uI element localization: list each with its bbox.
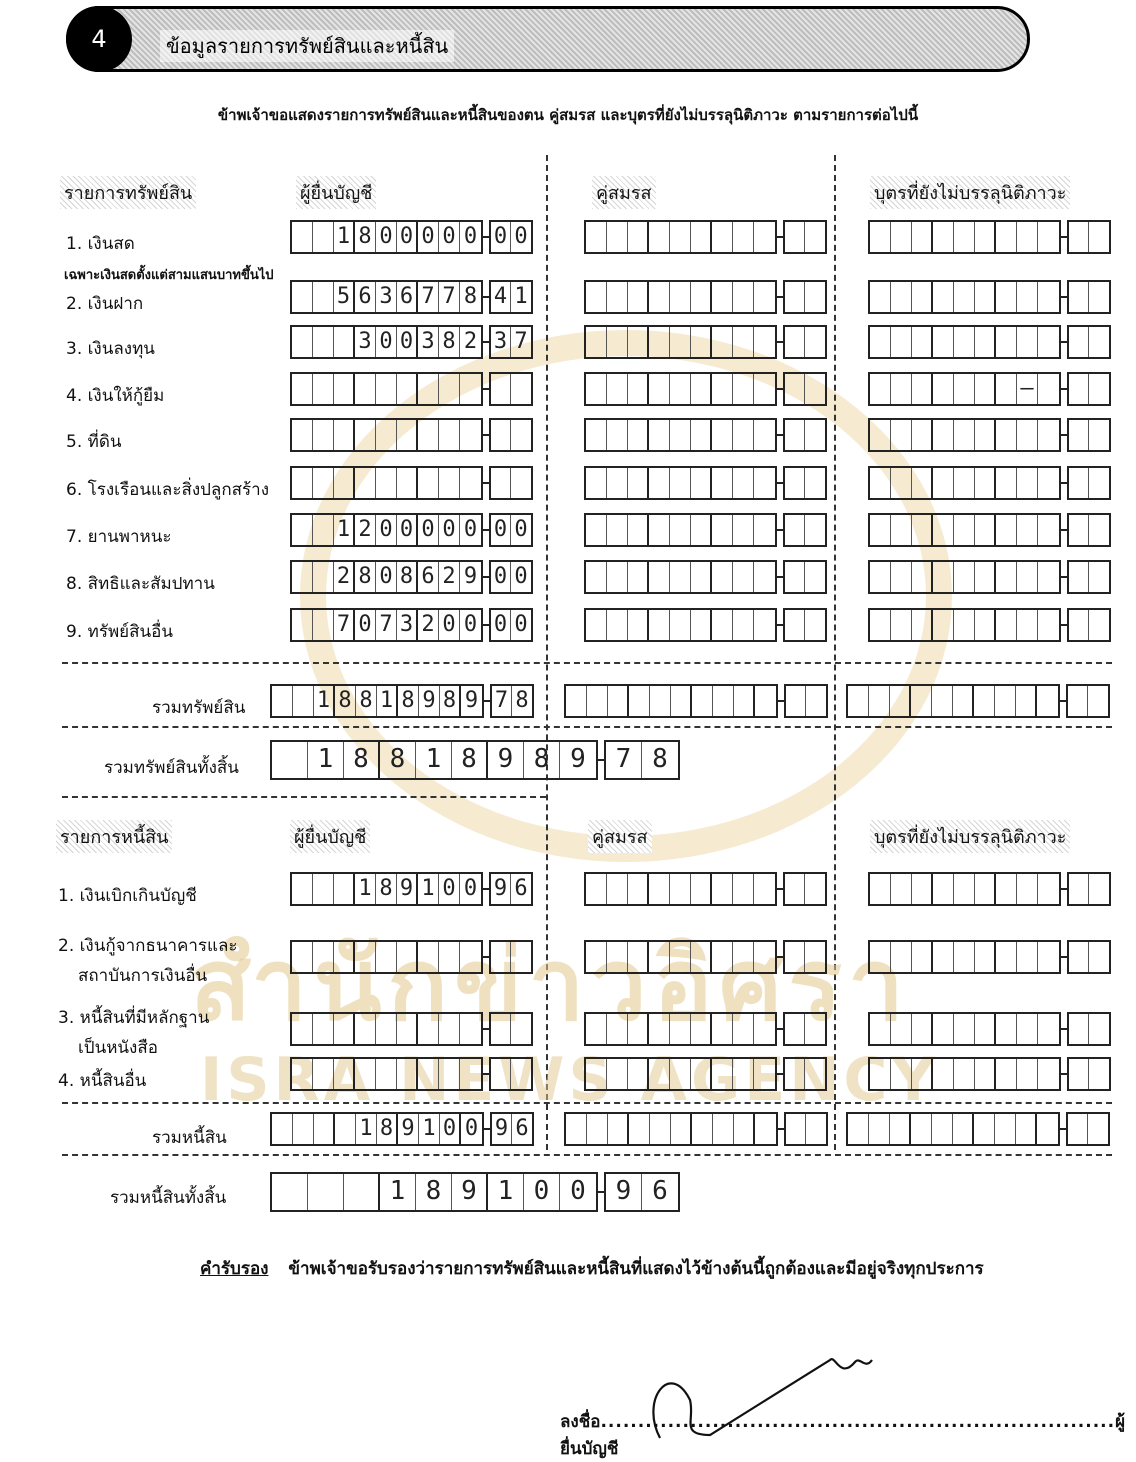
satang-digits[interactable]: 9 6	[490, 1112, 534, 1146]
baht-digits[interactable]	[868, 1012, 1061, 1046]
satang-digits[interactable]: 0 0	[489, 513, 533, 547]
baht-digits[interactable]	[290, 1057, 483, 1091]
liability-label: 4. หนี้สินอื่น	[58, 1071, 147, 1091]
satang-digits[interactable]: 9 6	[489, 872, 533, 906]
baht-digits[interactable]	[584, 560, 777, 594]
satang-digits[interactable]	[1067, 560, 1111, 594]
liability-child-amount[interactable]	[868, 1057, 1111, 1091]
baht-digits[interactable]	[868, 940, 1061, 974]
column-divider	[834, 155, 836, 1150]
section-title: ข้อมูลรายการทรัพย์สินและหนี้สิน	[160, 30, 454, 62]
liability-declarant-amount[interactable]	[290, 940, 533, 974]
satang-digits[interactable]	[783, 325, 827, 359]
satang-digits[interactable]	[1067, 513, 1111, 547]
asset-child-amount[interactable]	[868, 608, 1111, 642]
baht-digits[interactable]	[868, 280, 1061, 314]
asset-label: 3. เงินลงทุน	[66, 339, 155, 359]
asset-spouse-amount[interactable]	[584, 513, 827, 547]
liability-label-cont: สถาบันการเงินอื่น	[78, 966, 208, 986]
baht-digits[interactable]	[868, 466, 1061, 500]
liability-spouse-amount[interactable]	[584, 940, 827, 974]
baht-digits[interactable]	[584, 1012, 777, 1046]
baht-digits[interactable]: 5 6 3 6 7 7 8	[290, 280, 483, 314]
assets-total-label: รวมทรัพย์สินทั้งสิ้น	[104, 758, 239, 778]
satang-digits[interactable]	[783, 513, 827, 547]
asset-label: 7. ยานพาหนะ	[66, 527, 172, 547]
baht-digits[interactable]: 1 8 8 1 8 9 8 9	[270, 740, 598, 780]
baht-digits[interactable]	[846, 684, 1060, 718]
satang-digits[interactable]	[1067, 1012, 1111, 1046]
baht-digits[interactable]	[290, 418, 483, 452]
divider	[62, 1102, 1112, 1104]
col-header-spouse: คู่สมรส	[592, 176, 656, 209]
baht-digits[interactable]: 3 0 0 3 8 2	[290, 325, 483, 359]
satang-digits[interactable]	[1067, 1057, 1111, 1091]
watermark-thai: สำนักข่าวอิศรา	[190, 926, 911, 1043]
baht-digits[interactable]	[868, 513, 1061, 547]
liabilities-subtotal-spouse[interactable]	[564, 1112, 828, 1146]
liabilities-total[interactable]	[270, 1172, 680, 1212]
liability-child-amount[interactable]	[868, 872, 1111, 906]
assets-subtotal-label: รวมทรัพย์สิน	[152, 698, 246, 718]
asset-spouse-amount[interactable]	[584, 325, 827, 359]
liability-label-cont: เป็นหนังสือ	[78, 1038, 158, 1058]
asset-child-amount[interactable]	[868, 220, 1111, 254]
baht-digits[interactable]	[584, 325, 777, 359]
asset-label: 8. สิทธิและสัมปทาน	[66, 574, 215, 594]
signature-role: ผู้ยื่นบัญชี	[560, 1412, 1126, 1459]
assets-subtotal-child[interactable]	[846, 684, 1110, 718]
liability-child-amount[interactable]	[868, 940, 1111, 974]
baht-digits[interactable]	[584, 280, 777, 314]
satang-digits[interactable]	[783, 280, 827, 314]
liabilities-header: รายการหนี้สิน	[56, 820, 172, 853]
satang-digits[interactable]	[489, 1012, 533, 1046]
satang-digits[interactable]: 0 0	[489, 220, 533, 254]
asset-spouse-amount[interactable]	[584, 418, 827, 452]
assets-subtotal-declarant[interactable]	[270, 684, 534, 718]
satang-digits[interactable]	[489, 940, 533, 974]
asset-child-amount[interactable]	[868, 280, 1111, 314]
liability-spouse-amount[interactable]	[584, 1057, 827, 1091]
satang-digits[interactable]	[783, 372, 827, 406]
satang-digits[interactable]	[1067, 372, 1111, 406]
baht-digits[interactable]	[868, 872, 1061, 906]
asset-spouse-amount[interactable]	[584, 608, 827, 642]
baht-digits[interactable]	[868, 418, 1061, 452]
baht-digits[interactable]	[868, 325, 1061, 359]
baht-digits[interactable]	[584, 940, 777, 974]
satang-digits[interactable]	[783, 872, 827, 906]
satang-digits[interactable]	[783, 1012, 827, 1046]
liability-declarant-amount[interactable]	[290, 872, 533, 906]
satang-digits[interactable]: 0 0	[489, 608, 533, 642]
certification-text: ข้าพเจ้าขอรับรองว่ารายการทรัพย์สินและหนี้สินที่แสดงไว้ข้างต้นนี้ถูกต้องและมีอยู่จริงทุกประการ	[288, 1259, 984, 1279]
liabilities-subtotal-declarant[interactable]	[270, 1112, 534, 1146]
asset-spouse-amount[interactable]	[584, 560, 827, 594]
liabilities-total-label: รวมหนี้สินทั้งสิ้น	[110, 1188, 227, 1208]
asset-child-amount[interactable]	[868, 560, 1111, 594]
satang-digits[interactable]	[1067, 466, 1111, 500]
certification-heading: คำรับรอง	[200, 1259, 269, 1279]
satang-digits[interactable]	[1067, 220, 1111, 254]
liability-declarant-amount[interactable]	[290, 1012, 533, 1046]
baht-digits[interactable]: –	[868, 372, 1061, 406]
satang-digits[interactable]: 9 6	[604, 1172, 680, 1212]
satang-digits[interactable]	[489, 1057, 533, 1091]
baht-digits[interactable]: 2 8 0 8 6 2 9	[290, 560, 483, 594]
asset-declarant-amount[interactable]	[290, 325, 533, 359]
satang-digits[interactable]	[1066, 1112, 1110, 1146]
baht-digits[interactable]: 1 2 0 0 0 0 0	[290, 513, 483, 547]
baht-digits[interactable]: 1 8 0 0 0 0 0	[290, 220, 483, 254]
satang-digits[interactable]	[1066, 684, 1110, 718]
asset-child-amount[interactable]	[868, 418, 1111, 452]
asset-label: 1. เงินสด	[66, 234, 135, 254]
satang-digits[interactable]	[783, 560, 827, 594]
baht-digits[interactable]	[846, 1112, 1060, 1146]
baht-digits[interactable]	[584, 513, 777, 547]
baht-digits[interactable]: 1 8 9 1 0 0	[270, 1112, 484, 1146]
baht-digits[interactable]	[564, 1112, 778, 1146]
asset-label: 9. ทรัพย์สินอื่น	[66, 622, 173, 642]
liability-spouse-amount[interactable]	[584, 872, 827, 906]
satang-digits[interactable]	[489, 372, 533, 406]
liabilities-subtotal-label: รวมหนี้สิน	[152, 1128, 227, 1148]
cash-note: เฉพาะเงินสดตั้งแต่สามแสนบาทขึ้นไป	[64, 268, 274, 283]
satang-digits[interactable]	[489, 466, 533, 500]
liabilities-subtotal-child[interactable]	[846, 1112, 1110, 1146]
asset-declarant-amount[interactable]	[290, 372, 533, 406]
baht-digits[interactable]: 7 0 7 3 2 0 0	[290, 608, 483, 642]
col-header-declarant: ผู้ยื่นบัญชี	[296, 176, 376, 209]
asset-spouse-amount[interactable]	[584, 280, 827, 314]
satang-digits[interactable]	[784, 1112, 828, 1146]
signature-label: ลงชื่อ	[560, 1412, 601, 1432]
asset-label: 2. เงินฝาก	[66, 294, 144, 314]
watermark-emblem	[300, 330, 952, 862]
baht-digits[interactable]	[868, 560, 1061, 594]
assets-subtotal-spouse[interactable]	[564, 684, 828, 718]
liability-spouse-amount[interactable]	[584, 1012, 827, 1046]
satang-digits[interactable]	[783, 1057, 827, 1091]
satang-digits[interactable]: 3 7	[489, 325, 533, 359]
asset-declarant-amount[interactable]	[290, 418, 533, 452]
baht-digits[interactable]	[584, 220, 777, 254]
baht-digits[interactable]	[584, 372, 777, 406]
asset-spouse-amount[interactable]	[584, 466, 827, 500]
baht-digits[interactable]	[584, 872, 777, 906]
asset-declarant-amount[interactable]	[290, 560, 533, 594]
asset-label: 4. เงินให้กู้ยืม	[66, 386, 165, 406]
asset-label: 6. โรงเรือนและสิ่งปลูกสร้าง	[66, 480, 269, 500]
baht-digits[interactable]	[564, 684, 778, 718]
baht-digits[interactable]	[868, 220, 1061, 254]
liab-col-header-spouse: คู่สมรส	[588, 820, 652, 853]
assets-total[interactable]	[270, 740, 680, 780]
asset-declarant-amount[interactable]	[290, 608, 533, 642]
baht-digits[interactable]	[868, 608, 1061, 642]
liab-col-header-child: บุตรที่ยังไม่บรรลุนิติภาวะ	[870, 820, 1070, 853]
satang-digits[interactable]	[1067, 325, 1111, 359]
liability-declarant-amount[interactable]	[290, 1057, 533, 1091]
divider	[62, 662, 1112, 664]
baht-digits[interactable]	[868, 1057, 1061, 1091]
certification	[200, 1255, 984, 1282]
baht-digits[interactable]	[290, 466, 483, 500]
asset-declarant-amount[interactable]	[290, 466, 533, 500]
divider	[62, 726, 1112, 728]
satang-digits[interactable]	[783, 608, 827, 642]
liability-child-amount[interactable]	[868, 1012, 1111, 1046]
col-header-child: บุตรที่ยังไม่บรรลุนิติภาวะ	[870, 176, 1070, 209]
asset-child-amount[interactable]	[868, 372, 1111, 406]
satang-digits[interactable]: 7 8	[490, 684, 534, 718]
column-divider	[546, 155, 548, 1150]
baht-digits[interactable]: 1 8 8 1 8 9 8 9	[270, 684, 484, 718]
asset-declarant-amount[interactable]	[290, 513, 533, 547]
baht-digits[interactable]	[290, 1012, 483, 1046]
asset-spouse-amount[interactable]	[584, 372, 827, 406]
satang-digits[interactable]	[784, 684, 828, 718]
divider	[62, 796, 546, 798]
satang-digits[interactable]: 0 0	[489, 560, 533, 594]
satang-digits[interactable]: 4 1	[489, 280, 533, 314]
baht-digits[interactable]: 1 8 9 1 0 0	[270, 1172, 598, 1212]
satang-digits[interactable]	[783, 418, 827, 452]
satang-digits[interactable]	[1067, 608, 1111, 642]
asset-child-amount[interactable]	[868, 513, 1111, 547]
baht-digits[interactable]: 1 8 9 1 0 0	[290, 872, 483, 906]
asset-child-amount[interactable]	[868, 325, 1111, 359]
satang-digits[interactable]	[1067, 280, 1111, 314]
signature-line: ลงชื่อ.....................................................................ผู้ยื่นบัญชี	[560, 1412, 1126, 1459]
satang-digits[interactable]	[783, 220, 827, 254]
section-number: 4	[66, 6, 132, 72]
asset-declarant-amount[interactable]	[290, 280, 533, 314]
divider	[62, 1154, 1112, 1156]
liability-label: 2. เงินกู้จากธนาคารและ	[58, 936, 238, 956]
watermark-english: ISRA NEWS AGENCY	[200, 1045, 939, 1115]
assets-header: รายการทรัพย์สิน	[60, 176, 196, 209]
satang-digits[interactable]	[1067, 940, 1111, 974]
satang-digits[interactable]	[783, 940, 827, 974]
baht-digits[interactable]	[584, 418, 777, 452]
liability-label: 3. หนี้สินที่มีหลักฐาน	[58, 1008, 210, 1028]
baht-digits[interactable]	[584, 1057, 777, 1091]
satang-digits[interactable]: 7 8	[604, 740, 680, 780]
asset-label: 5. ที่ดิน	[66, 432, 122, 452]
satang-digits[interactable]	[1067, 872, 1111, 906]
baht-digits[interactable]	[584, 466, 777, 500]
liability-label: 1. เงินเบิกเกินบัญชี	[58, 886, 197, 906]
asset-child-amount[interactable]	[868, 466, 1111, 500]
satang-digits[interactable]	[489, 418, 533, 452]
baht-digits[interactable]	[290, 940, 483, 974]
asset-declarant-amount[interactable]	[290, 220, 533, 254]
asset-spouse-amount[interactable]	[584, 220, 827, 254]
intro-text: ข้าพเจ้าขอแสดงรายการทรัพย์สินและหนี้สินของตน คู่สมรส และบุตรที่ยังไม่บรรลุนิติภาวะ ตามรายการต่อไปนี้	[217, 106, 919, 124]
baht-digits[interactable]	[584, 608, 777, 642]
satang-digits[interactable]	[1067, 418, 1111, 452]
satang-digits[interactable]	[783, 466, 827, 500]
liab-col-header-declarant: ผู้ยื่นบัญชี	[290, 820, 370, 853]
baht-digits[interactable]	[290, 372, 483, 406]
